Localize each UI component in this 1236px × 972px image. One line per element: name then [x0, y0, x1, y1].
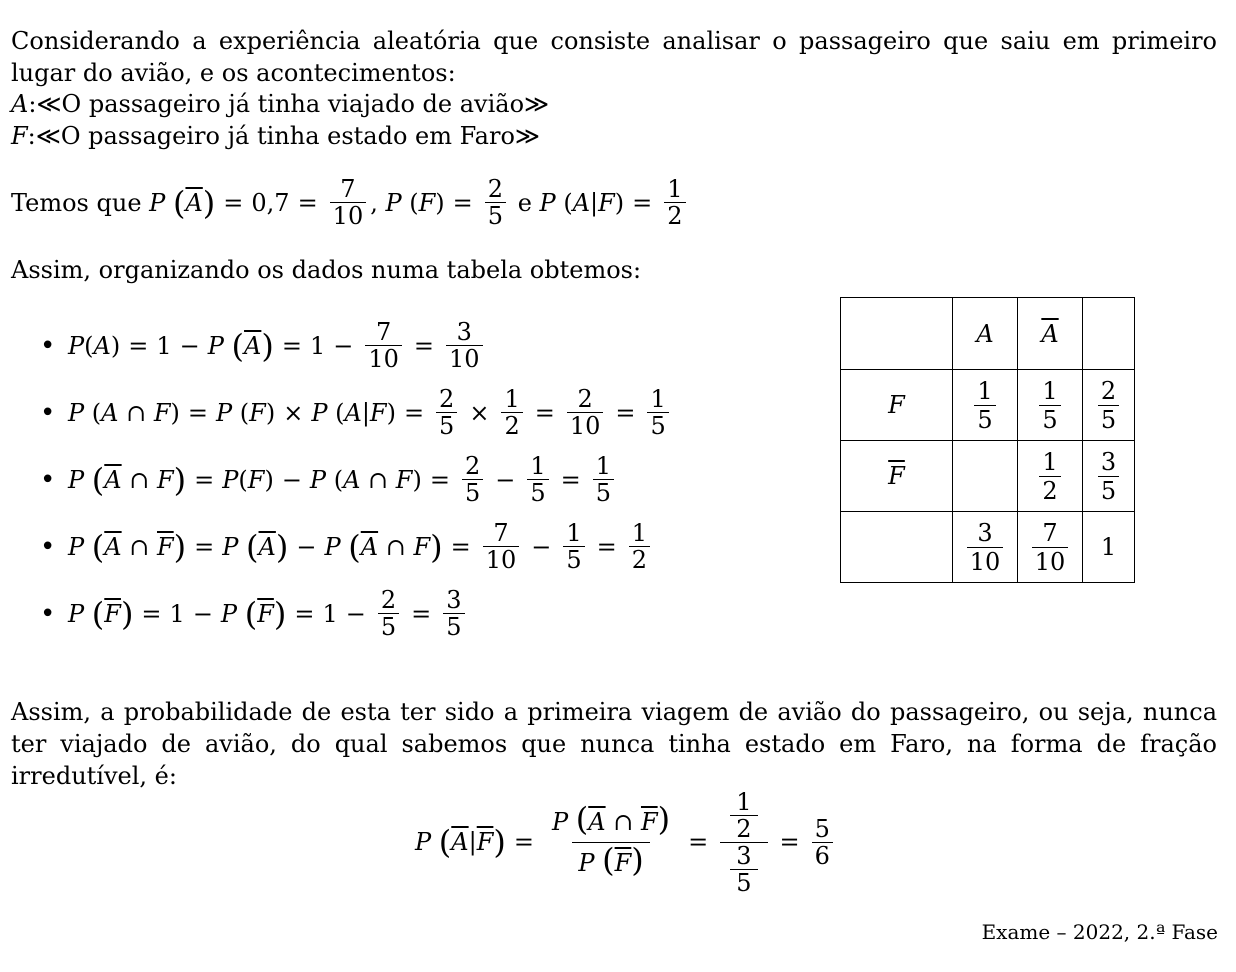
list-item: • P ( A ∩ F ) = P ( F ) × P ( A | F ) = $\frac{2}{5}$ × $\frac{1}{2}$ = $\frac{2}{10}$ = $\frac{1}{5}$ — [0, 379, 673, 446]
event-f-text: :≪O passageiro já tinha estado em Faro≫ — [27, 122, 541, 150]
intro-paragraph: Considerando a experiência aleatória que consiste analisar o passageiro que saiu em primeiro lugar do avião, e os acontecimentos: — [11, 27, 1217, 87]
table-col-header: A — [953, 298, 1018, 370]
event-f-symbol: F — [11, 122, 28, 150]
given-probabilities: Temos que P ( $\overline{A}$ ) = 0,7 = $\frac{7}{10}$ , P ( F ) = $\frac{2}{5}$ e P ( A | F ) = $\frac{1}{2}$ — [11, 176, 690, 229]
list-item: • P ( $\overline{F}$ ) = 1 − P ( $\overline{F}$ ) = 1 − $\frac{2}{5}$ = $\frac{3}{5}$ — [0, 580, 673, 647]
p-a-given-f-fraction: $\frac{1}{2}$ — [664, 176, 685, 229]
p-abar-fraction: $\frac{7}{10}$ — [330, 176, 367, 229]
table-cell: $\frac{1}{2}$ — [1018, 441, 1083, 512]
table-row — [841, 441, 1135, 512]
event-a-symbol: A — [11, 90, 29, 118]
list-item: • P ( $\overline{A}$ ∩ $\overline{F}$ ) = P ( $\overline{A}$ ) − P ( $\overline{A}$ ∩ F ) = $\frac{7}{10}$ − $\frac{1}{5}$ = $\frac{1}{2}$ — [0, 513, 673, 580]
list-item: • P ( A ) = 1 − P ( $\overline{A}$ ) = 1 − $\frac{7}{10}$ = $\frac{3}{10}$ — [0, 312, 673, 379]
probability-table — [840, 297, 1135, 583]
event-a-definition — [11, 88, 549, 120]
table-row-header — [841, 512, 953, 583]
final-computation: P ( $\overline{A}$ | $\overline{F}$ ) = $\frac{P (\overline{A} \cap \overline{F})}{P (\overline{F})}$ = $\frac{\frac{1}{2}}{\frac{3}{5}}$ = $\frac{5}{6}$ — [415, 780, 837, 904]
table-row — [841, 370, 1135, 441]
given-lead: Temos que — [11, 188, 142, 217]
table-col-header — [1083, 298, 1135, 370]
table-col-header: $\overline{A}$ — [1018, 298, 1083, 370]
item-result: $\frac{1}{5}$ — [647, 386, 668, 439]
table-cell: $\frac{3}{10}$ — [953, 512, 1018, 583]
p-f-fraction: $\frac{2}{5}$ — [485, 176, 506, 229]
table-cell: $\frac{1}{5}$ — [953, 370, 1018, 441]
table-corner-cell — [841, 298, 953, 370]
table-cell: $\frac{3}{5}$ — [1083, 441, 1135, 512]
item-result: $\frac{3}{5}$ — [443, 587, 464, 640]
event-a-text: :≪O passageiro já tinha viajado de avião≫ — [28, 90, 550, 118]
given-joiner: e — [517, 188, 532, 217]
table-row — [841, 512, 1135, 583]
exam-source-footer: Exame – 2022, 2.ª Fase — [981, 920, 1218, 944]
table-row-header: $\overline{F}$ — [841, 441, 953, 512]
derivation-list — [0, 312, 673, 647]
item-result: $\frac{1}{5}$ — [593, 453, 614, 506]
table-cell: $\frac{2}{5}$ — [1083, 370, 1135, 441]
table-cell: $\frac{7}{10}$ — [1018, 512, 1083, 583]
final-result: $\frac{5}{6}$ — [812, 816, 833, 869]
table-cell — [953, 441, 1018, 512]
organize-text: Assim, organizando os dados numa tabela obtemos: — [11, 256, 642, 284]
table-row-header: F — [841, 370, 953, 441]
p-abar-decimal: 0,7 — [251, 188, 290, 217]
item-result: $\frac{3}{10}$ — [446, 319, 483, 372]
event-f-definition — [11, 120, 540, 152]
conclusion-paragraph: Assim, a probabilidade de esta ter sido a primeira viagem de avião do passageiro, ou seja, nunca ter viajado de avião, do qual sabemos que nunca tinha estado em Faro, na forma de fração irredutível, é: — [11, 698, 1217, 790]
table-cell: $\frac{1}{5}$ — [1018, 370, 1083, 441]
list-item: • P ( $\overline{A}$ ∩ F ) = P ( F ) − P ( A ∩ F ) = $\frac{2}{5}$ − $\frac{1}{5}$ = $\frac{1}{5}$ — [0, 446, 673, 513]
item-result: $\frac{1}{2}$ — [629, 520, 650, 573]
table-cell: 1 — [1083, 512, 1135, 583]
